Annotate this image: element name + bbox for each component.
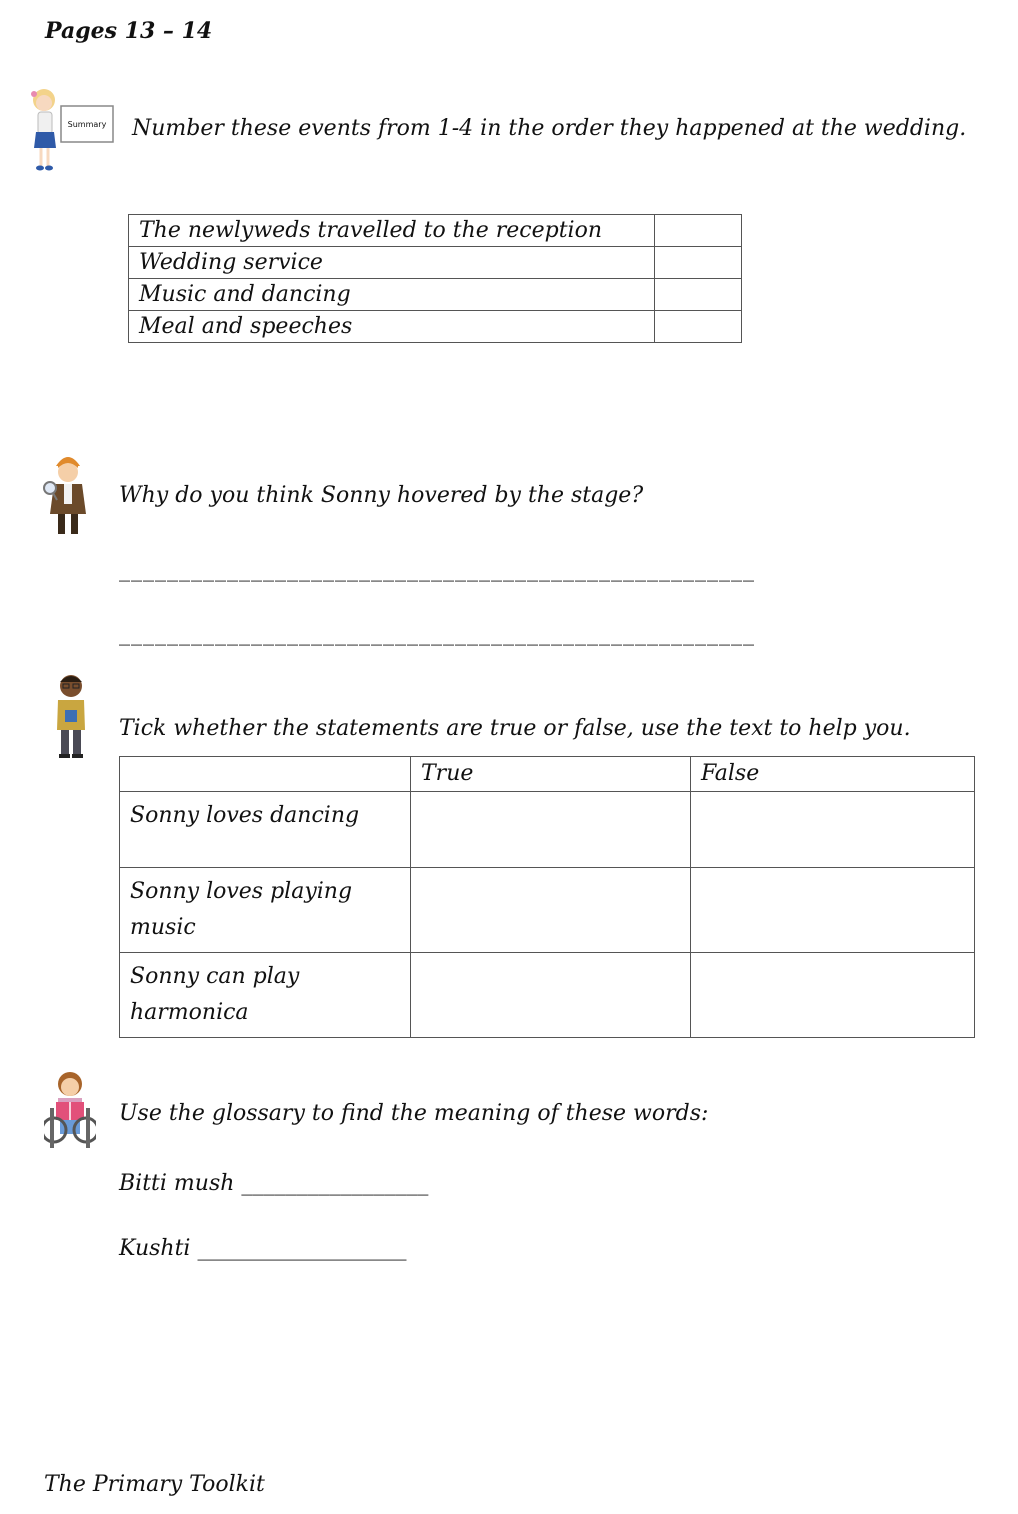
answer-line-2[interactable]: _____________________________________________________ (119, 621, 755, 646)
table-row (120, 868, 975, 953)
column-header-statement (120, 757, 411, 792)
section4-instruction: Use the glossary to find the meaning of these words: (119, 1101, 709, 1126)
section2-question: Why do you think Sonny hovered by the stage? (119, 483, 644, 508)
statement-line: harmonica (130, 1000, 249, 1025)
table-row (120, 792, 975, 868)
statement-line: Sonny can play (130, 964, 300, 989)
statement-cell (120, 868, 411, 953)
order-number-cell[interactable] (655, 311, 742, 343)
event-label: Music and dancing (129, 279, 655, 311)
false-tick-cell[interactable] (691, 953, 975, 1038)
false-tick-cell[interactable] (691, 792, 975, 868)
true-tick-cell[interactable] (411, 792, 691, 868)
table-row (129, 311, 742, 343)
event-label: Meal and speeches (129, 311, 655, 343)
glossary-answer-line[interactable]: ___________________ (197, 1236, 407, 1261)
summary-girl-icon (22, 86, 118, 174)
statement-line: Sonny loves dancing (130, 803, 360, 828)
girl-reading-wheelchair-icon (44, 1068, 96, 1152)
event-label: The newlyweds travelled to the reception (129, 215, 655, 247)
event-order-table (128, 214, 742, 343)
footer-credit: The Primary Toolkit (44, 1472, 265, 1497)
statement-cell (120, 953, 411, 1038)
page-title: Pages 13 – 14 (45, 18, 213, 44)
glossary-word: Kushti (119, 1236, 191, 1261)
order-number-cell[interactable] (655, 247, 742, 279)
statement-line: Sonny loves playing (130, 879, 353, 904)
section1-instruction: Number these events from 1-4 in the order they happened at the wedding. (132, 116, 967, 141)
glossary-word: Bitti mush (119, 1171, 235, 1196)
table-row (129, 215, 742, 247)
table-row (129, 279, 742, 311)
column-header-false: False (691, 757, 975, 792)
statement-line: music (130, 915, 196, 940)
glossary-row (119, 1173, 428, 1195)
false-tick-cell[interactable] (691, 868, 975, 953)
detective-boy-icon (40, 450, 96, 540)
order-number-cell[interactable] (655, 279, 742, 311)
boy-with-book-icon (52, 672, 90, 760)
glossary-answer-line[interactable]: _________________ (241, 1171, 429, 1196)
true-tick-cell[interactable] (411, 953, 691, 1038)
column-header-true: True (411, 757, 691, 792)
true-tick-cell[interactable] (411, 868, 691, 953)
table-row (120, 953, 975, 1038)
table-row (129, 247, 742, 279)
summary-label: Summary (67, 120, 107, 129)
order-number-cell[interactable] (655, 215, 742, 247)
glossary-row (119, 1238, 406, 1260)
statement-cell (120, 792, 411, 868)
table-header-row (120, 757, 975, 792)
true-false-table (119, 756, 975, 1038)
section3-instruction: Tick whether the statements are true or false, use the text to help you. (119, 716, 911, 741)
answer-line-1[interactable]: _____________________________________________________ (119, 557, 755, 582)
event-label: Wedding service (129, 247, 655, 279)
